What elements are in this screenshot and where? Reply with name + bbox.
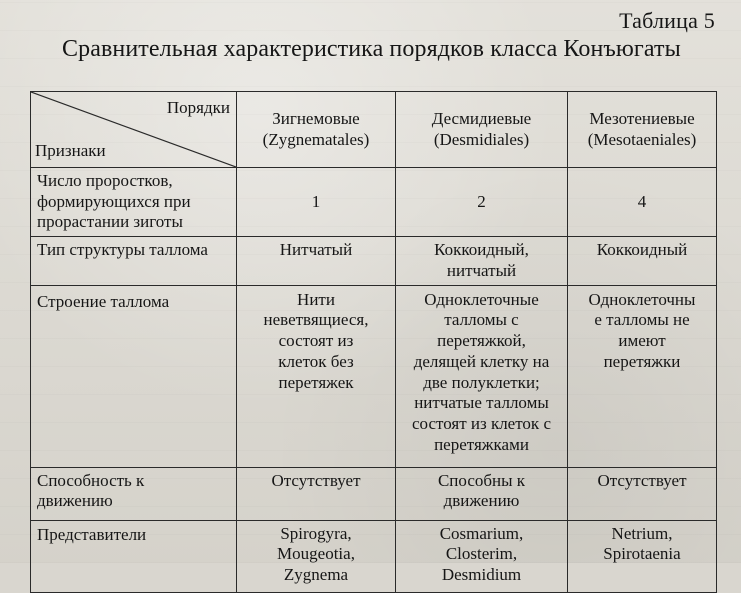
row-label-motility: Способность к движению	[31, 467, 237, 520]
diagonal-header-cell	[31, 92, 237, 168]
cell-desmidiales-seedlings: 2	[396, 168, 568, 237]
table-row	[31, 467, 717, 520]
row-label-representatives: Представители	[31, 520, 237, 592]
cell-desmidiales-thallus-structure: Одноклеточные талломы с перетяжкой, делящей клетку на две полуклетки; нитчатые талломы состоят из клеток с перетяжками	[396, 285, 568, 467]
row-label-thallus-structure: Строение таллома	[31, 285, 237, 467]
table-row	[31, 285, 717, 467]
row-label-seedlings: Число проростков, формирующихся при прорастании зиготы	[31, 168, 237, 237]
cell-mesotaeniales-thallus-structure: Одноклеточны е талломы не имеют перетяжки	[568, 285, 717, 467]
features-label: Признаки	[35, 141, 106, 161]
cell-mesotaeniales-representatives: Netrium, Spirotaenia	[568, 520, 717, 592]
table-row	[31, 520, 717, 592]
row-label-thallus-type: Тип структуры таллома	[31, 237, 237, 285]
column-header-zygnematales: Зигнемовые (Zygnematales)	[237, 92, 396, 168]
table-title: Сравнительная характеристика порядков класса Конъюгаты	[62, 36, 681, 62]
orders-label: Порядки	[166, 98, 230, 117]
cell-desmidiales-thallus-type: Коккоидный, нитчатый	[396, 237, 568, 285]
cell-zygnematales-thallus-structure: Нити неветвящиеся, состоят из клеток без перетяжек	[237, 285, 396, 467]
column-header-desmidiales: Десмидиевые (Desmidiales)	[396, 92, 568, 168]
cell-zygnematales-representatives: Spirogyra, Mougeotia, Zygnema	[237, 520, 396, 592]
cell-mesotaeniales-seedlings: 4	[568, 168, 717, 237]
cell-zygnematales-seedlings: 1	[237, 168, 396, 237]
table-row	[31, 237, 717, 285]
table-number: Таблица 5	[619, 8, 715, 33]
cell-mesotaeniales-thallus-type: Коккоидный	[568, 237, 717, 285]
cell-mesotaeniales-motility: Отсутствует	[568, 467, 717, 520]
header-row	[31, 92, 717, 168]
cell-desmidiales-representatives: Cosmarium, Closterim, Desmidium	[396, 520, 568, 592]
comparison-table	[30, 91, 717, 593]
cell-desmidiales-motility: Способны к движению	[396, 467, 568, 520]
table-row	[31, 168, 717, 237]
column-header-mesotaeniales: Мезотениевые (Mesotaeniales)	[568, 92, 717, 168]
cell-zygnematales-thallus-type: Нитчатый	[237, 237, 396, 285]
cell-zygnematales-motility: Отсутствует	[237, 467, 396, 520]
